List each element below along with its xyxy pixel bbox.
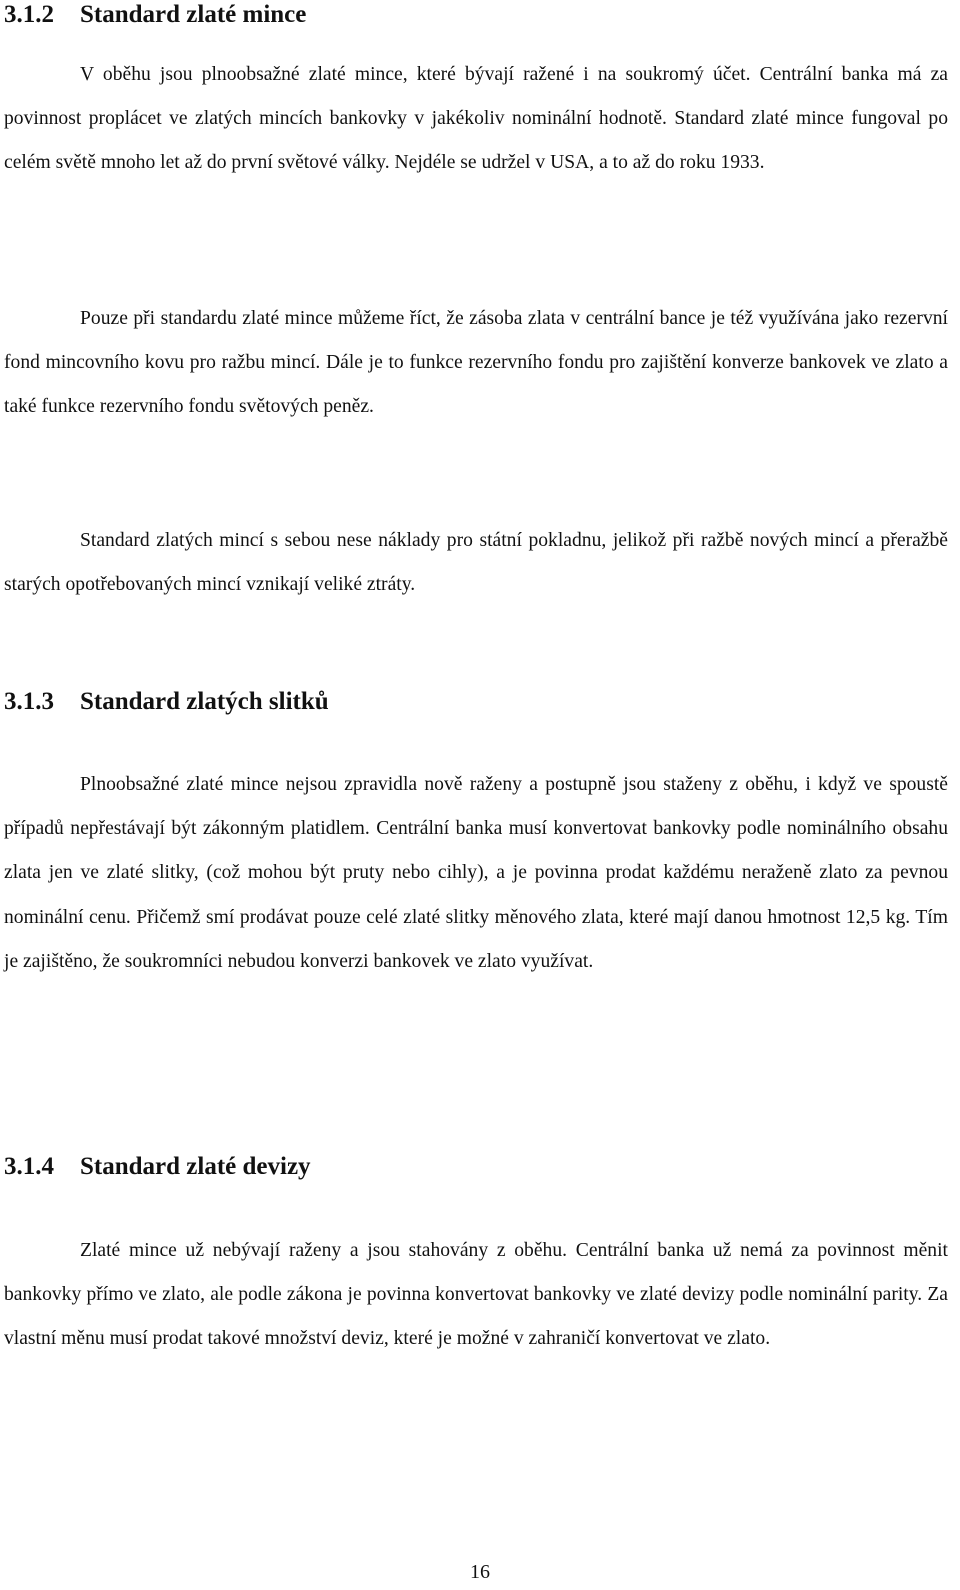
section-title: Standard zlaté mince xyxy=(80,1,307,28)
section-heading-3-1-3 xyxy=(4,687,329,717)
paragraph: Plnoobsažné zlaté mince nejsou zpravidla nově raženy a postupně jsou staženy z oběhu, i když ve spoustě případů nepřestávají být zákonným platidlem. Centrální banka musí konvertovat bankovky podle nominálního obsahu zlata jen ve zlaté slitky, (což mohou být pruty nebo cihly), a je povinna prodat každému neraženě zlato za pevnou nominální cenu. Přičemž smí prodávat pouze celé zlaté slitky měnového zlata, které mají danou hmotnost 12,5 kg. Tím je zajištěno, že soukromníci nebudou konverzi bankovek ve zlato využívat. xyxy=(4,774,948,972)
paragraph: Standard zlatých mincí s sebou nese náklady pro státní pokladnu, jelikož při ražbě nových mincí a přeražbě starých opotřebovaných mincí vznikají veliké ztráty. xyxy=(4,530,948,596)
paragraph: Zlaté mince už nebývají raženy a jsou stahovány z oběhu. Centrální banka už nemá za povinnost měnit bankovky přímo ve zlato, ale podle zákona je povinna konvertovat bankovky ve zlaté devizy podle nominální parity. Za vlastní měnu musí prodat takové množství deviz, které je možné v zahraničí konvertovat ve zlato. xyxy=(4,1240,948,1350)
section-number: 3.1.2 xyxy=(4,1,54,28)
section-title: Standard zlatých slitků xyxy=(80,688,329,715)
section-title: Standard zlaté devizy xyxy=(80,1153,311,1180)
section-number: 3.1.3 xyxy=(4,688,54,715)
paragraph: Pouze při standardu zlaté mince můžeme říct, že zásoba zlata v centrální bance je též využívána jako rezervní fond mincovního kovu pro ražbu mincí. Dále je to funkce rezervního fondu pro zajištění konverze bankovek ve zlato a také funkce rezervního fondu světových peněz. xyxy=(4,308,948,418)
section-number: 3.1.4 xyxy=(4,1153,54,1180)
section-heading-3-1-2 xyxy=(4,0,306,30)
page-number: 16 xyxy=(470,1561,490,1583)
paragraph: V oběhu jsou plnoobsažné zlaté mince, které bývají ražené i na soukromý účet. Centrální banka má za povinnost proplácet ve zlatých mincích bankovky v jakékoliv nominální hodnotě. Standard zlaté mince fungoval po celém světě mnoho let až do první světové války. Nejdéle se udržel v USA, a to až do roku 1933. xyxy=(4,64,948,174)
section-heading-3-1-4 xyxy=(4,1152,311,1182)
